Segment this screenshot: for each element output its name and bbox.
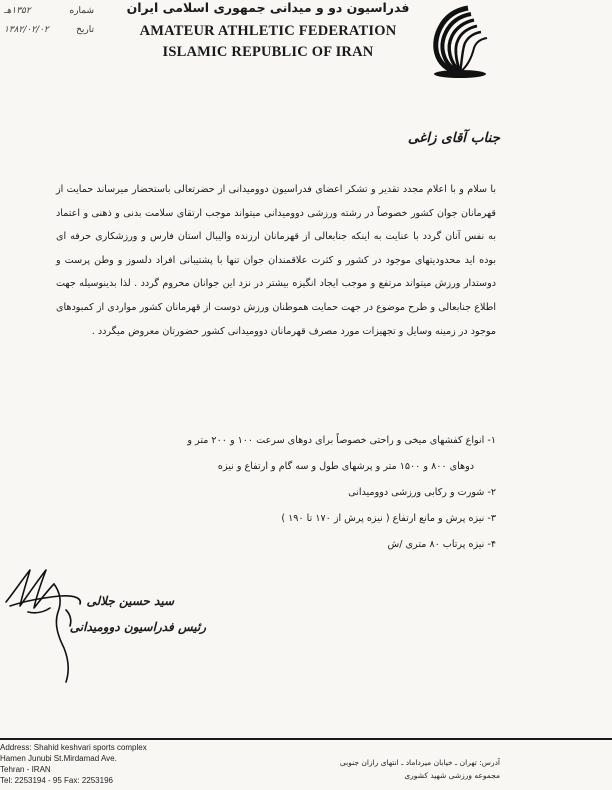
address-line: Tel: 2253194 - 95 Fax: 2253196 (0, 776, 113, 785)
federation-title-fa: فدراسیون دو و میدانی جمهوری اسلامی ایران (126, 0, 410, 15)
list-item: ۳- نیزه پرش و مانع ارتفاع ( نیزه پرش از ۱۷۰ تا ۱۹۰ ) (281, 513, 496, 524)
signatory-title: رئیس فدراسیون دوومیدانی (69, 620, 206, 634)
address-line: Address: Shahid keshvari sports complex (0, 743, 147, 752)
list-item: ۱- انواع کفشهای میخی و راحتی خصوصاً برای دوهای سرعت ۱۰۰ و ۲۰۰ متر و (187, 435, 496, 446)
federation-country-en: ISLAMIC REPUBLIC OF IRAN (162, 44, 374, 60)
date-row (4, 21, 94, 40)
date-label: تاریخ (76, 25, 94, 35)
list-item-continuation: دوهای ۸۰۰ و ۱۵۰۰ متر و پرشهای طول و سه گام و ارتفاع و نیزه (217, 461, 474, 472)
signatory-name: سید حسین جلالی (86, 594, 174, 608)
number-value: ١٣۵٢هـ (4, 6, 31, 16)
list-item: ۴- نیزه پرتاب ۸۰ متری /ش (387, 539, 496, 550)
date-value: ١٣٨٢/٠٢/٠٢ (4, 25, 49, 35)
federation-logo-icon (424, 2, 496, 80)
footer-address-en (0, 742, 200, 786)
number-label: شماره (69, 6, 94, 16)
equipment-list (56, 428, 496, 558)
address-line: Hamen Junubi St.Mirdamad Ave. (0, 754, 117, 763)
salutation: جناب آقای زاغی (407, 130, 500, 146)
address-line: Tehran - IRAN (0, 765, 51, 774)
number-row (4, 2, 94, 21)
footer-address-fa (340, 756, 500, 782)
letter-body (56, 178, 496, 343)
address-line: مجموعه ورزشی شهید کشوری (404, 771, 500, 780)
federation-title-en: AMATEUR ATHLETIC FEDERATION (139, 23, 397, 39)
body-paragraph: با سلام و با اعلام مجدد تقدیر و تشکر اعضای فدراسیون دوومیدانی از حضرتعالی باستحضار میرساند حمایت از قهرمانان جوان کشور خصوصاً در رشته ورزشی دوومیدانی میتواند موجب ارتقای سلامت بدنی و ذهنی و اعتماد به نفس آنان گردد با عنایت به اینکه جنابعالی از قهرمانان ارزنده والیبال استان فارس و ورزشکاری حرفه ای بوده اید محدودیتهای موجود در کشور و کثرت علاقمندان جوان تنها با پشتیبانی افراد دلسوز و وطن پرست و دوستدار ورزش میتواند مرتفع و موجب ایجاد انگیزه بیشتر در نزد این جوانان محروم گردد . لذا بدینوسیله جهت اطلاع جنابعالی و طرح موضوع در جهت حمایت هموطنان ورزش دوست از قهرمانان کشور مواردی از کمبودهای موجود در زمینه وسایل و تجهیزات مورد مصرف قهرمانان دوومیدانی کشور حضورتان معروض میگردد . (56, 184, 496, 337)
address-line: آدرس: تهران ـ خیابان میرداماد ـ انتهای رازان جنوبی (339, 758, 500, 767)
list-item: ۲- شورت و رکابی ورزشی دوومیدانی (348, 487, 496, 498)
footer-divider (0, 738, 612, 740)
reference-block (4, 2, 94, 40)
